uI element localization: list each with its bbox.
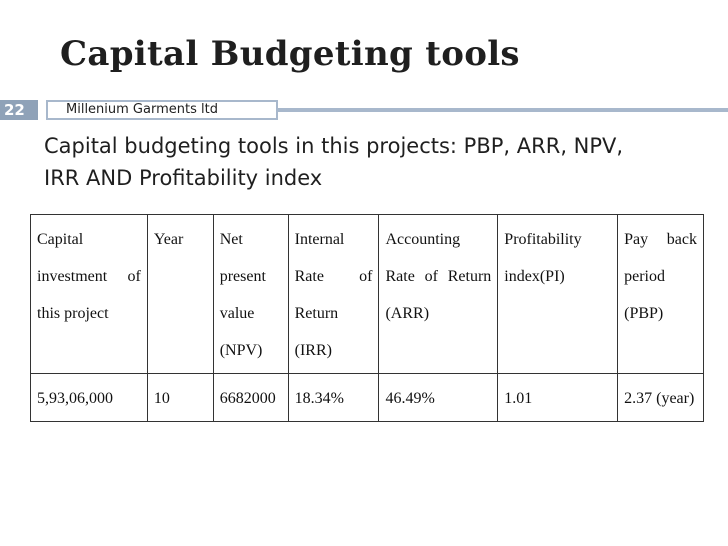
header-arr: Accounting Rate of Return (ARR)	[379, 215, 498, 374]
company-subtitle: Millenium Garments ltd	[46, 100, 278, 120]
header-npv: Net present value (NPV)	[213, 215, 288, 374]
header-capital-investment: Capital investment of this project	[31, 215, 148, 374]
body-text: Capital budgeting tools in this projects: PBP, ARR, NPV, IRR AND Profitability index	[44, 134, 624, 190]
cell-arr: 46.49%	[379, 374, 498, 422]
slide-title: Capital Budgeting tools	[60, 34, 520, 74]
header-year: Year	[147, 215, 213, 374]
cell-payback-period: 2.37 (year)	[618, 374, 704, 422]
header-payback-period: Pay back period (PBP)	[618, 215, 704, 374]
header-accent-bar	[278, 108, 728, 112]
cell-profitability-index: 1.01	[498, 374, 618, 422]
cell-irr: 18.34%	[288, 374, 379, 422]
slide-number-badge: 22	[0, 100, 38, 120]
cell-npv: 6682000	[213, 374, 288, 422]
capital-budgeting-table	[30, 214, 704, 422]
header-irr: Internal Rate of Return (IRR)	[288, 215, 379, 374]
table-header-row	[31, 215, 704, 374]
header-profitability-index: Profitability index(PI)	[498, 215, 618, 374]
cell-capital-investment: 5,93,06,000	[31, 374, 148, 422]
table-row	[31, 374, 704, 422]
cell-year: 10	[147, 374, 213, 422]
